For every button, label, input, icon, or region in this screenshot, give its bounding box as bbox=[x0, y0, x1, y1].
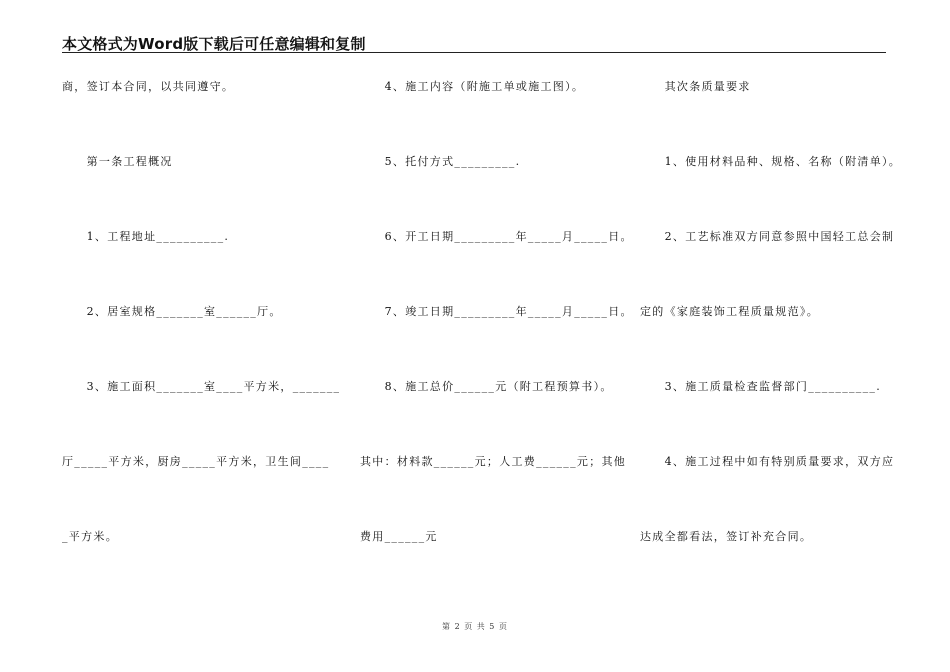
text-line: 1、使用材料品种、规格、名称（附清单）。 bbox=[640, 155, 902, 168]
text-line: 第一条工程概况 bbox=[62, 155, 173, 168]
text-line: 2、工艺标准双方同意参照中国轻工总会制 bbox=[640, 230, 895, 243]
text-line: 1、工程地址__________. bbox=[62, 230, 230, 243]
text-line: 其中：材料款______元；人工费______元；其他 bbox=[360, 455, 627, 468]
text-line: 其次条质量要求 bbox=[640, 80, 751, 93]
text-line: 4、施工过程中如有特别质量要求，双方应 bbox=[640, 455, 895, 468]
text-line: 3、施工面积_______室____平方米，_______ bbox=[62, 380, 341, 393]
text-column-2 bbox=[360, 0, 633, 672]
text-line: 2、居室规格_______室______厅。 bbox=[62, 305, 282, 318]
document-header-title: 本文格式为Word版下载后可任意编辑和复制 bbox=[62, 35, 366, 53]
text-line: 定的《家庭装饰工程质量规范》。 bbox=[640, 305, 819, 318]
text-line: 5、托付方式_________. bbox=[360, 155, 521, 168]
text-line: 6、开工日期_________年_____月_____日。 bbox=[360, 230, 633, 243]
text-line: 3、施工质量检查监督部门__________. bbox=[640, 380, 881, 393]
text-column-1 bbox=[62, 0, 341, 672]
text-line: 4、施工内容（附施工单或施工图）。 bbox=[360, 80, 585, 93]
text-line: 厅_____平方米，厨房_____平方米，卫生间____ bbox=[62, 455, 330, 468]
text-line: 7、竣工日期_________年_____月_____日。 bbox=[360, 305, 633, 318]
page-number: 第 2 页 共 5 页 bbox=[442, 622, 508, 631]
text-column-3 bbox=[640, 0, 902, 672]
text-line: 费用______元 bbox=[360, 530, 438, 543]
text-line: _平方米。 bbox=[62, 530, 118, 543]
text-line: 8、施工总价______元（附工程预算书）。 bbox=[360, 380, 613, 393]
text-line: 商，签订本合同，以共同遵守。 bbox=[62, 80, 235, 93]
text-line: 达成全都看法，签订补充合同。 bbox=[640, 530, 813, 543]
